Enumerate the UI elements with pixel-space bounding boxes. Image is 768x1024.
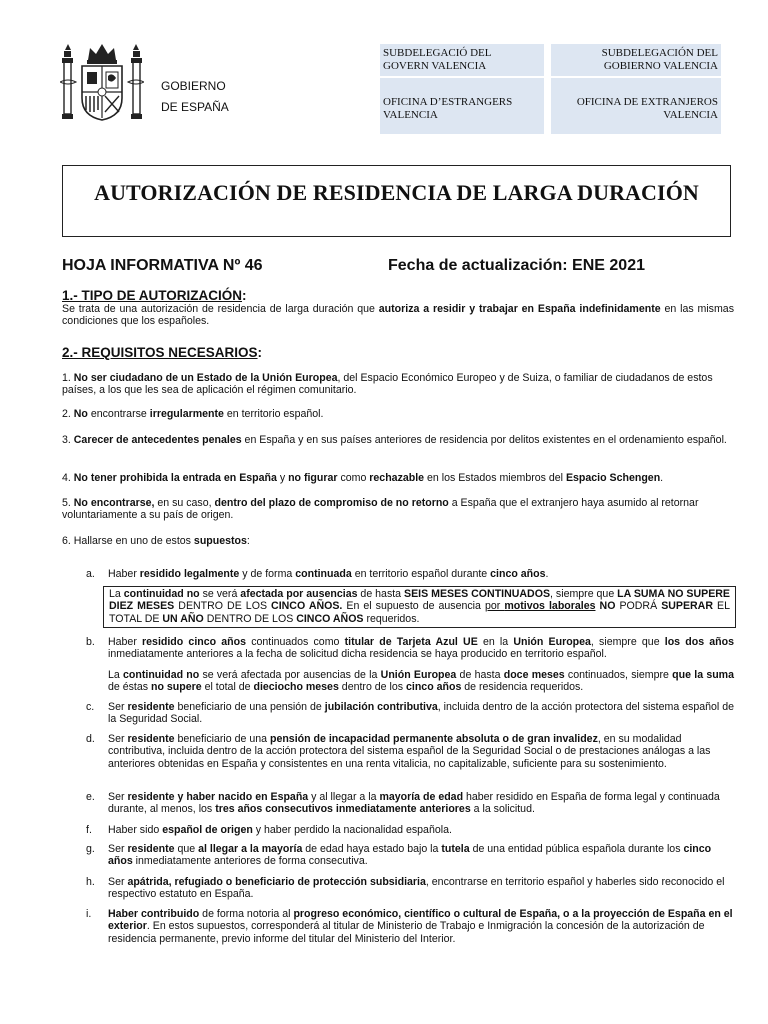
header-box-subdelegacion: [551, 44, 721, 76]
req-4: 4. No tener prohibida la entrada en España y no figurar como rechazable en los Estados miembros del Espacio Schengen.: [62, 472, 664, 484]
item-b-label: b.: [86, 636, 95, 648]
item-a-label: a.: [86, 568, 95, 580]
section-1-text: Se trata de una autorización de residencia de larga duración que autoriza a residir y trabajar en España indefinidamente en las mismas condiciones que los españoles.: [62, 303, 734, 328]
item-g-label: g.: [86, 843, 95, 855]
section-1-title: 1.- TIPO DE AUTORIZACIÓN: [62, 288, 243, 303]
req-2: 2. No encontrarse irregularmente en territorio español.: [62, 408, 324, 420]
gov-name-line1: GOBIERNO: [161, 79, 226, 93]
req-5: 5. No encontrarse, en su caso, dentro del plazo de compromiso de no retorno a España que el extranjero haya asumido al retornar voluntariamente a su país de origen.: [62, 497, 699, 522]
item-d-label: d.: [86, 733, 95, 745]
section-2-colon: :: [257, 345, 263, 360]
req-1: 1. No ser ciudadano de un Estado de la Unión Europea, del Espacio Económico Europeo y de Suiza, o familiar de ciudadanos de estos países, a los que les sea de aplicación el régimen comunitario.: [62, 372, 713, 397]
req-3: 3. Carecer de antecedentes penales en España y en sus países anteriores de residencia por delitos existentes en el ordenamiento español.: [62, 434, 727, 446]
sheet-number: HOJA INFORMATIVA Nº 46: [62, 257, 263, 274]
item-e-label: e.: [86, 791, 95, 803]
section-1-colon: :: [242, 288, 247, 303]
item-b-text: Haber residido cinco años continuados como titular de Tarjeta Azul UE en la Unión Europea, siempre que los dos años inmediatamente anteriores a la fecha de solicitud dicha residencia se haya producido en territorio español.: [108, 636, 734, 661]
item-f-text: Haber sido español de origen y haber perdido la nacionalidad española.: [108, 824, 452, 836]
section-2-title: 2.- REQUISITOS NECESARIOS: [62, 345, 258, 360]
update-date: Fecha de actualización: ENE 2021: [388, 257, 645, 274]
title-box: [62, 165, 731, 237]
header-box-oficina-estrangers: [380, 78, 544, 134]
gov-name-line2: DE ESPAÑA: [161, 100, 229, 114]
box3-line2: VALENCIA: [383, 109, 438, 121]
box2-line1: SUBDELEGACIÓN DEL: [601, 47, 718, 59]
item-b-note: La continuidad no se verá afectada por ausencias de la Unión Europea de hasta doce meses continuados, siempre que la suma de éstas no supere el total de dieciocho meses dentro de los cinco años de residencia requeridos.: [108, 669, 734, 694]
req-6: 6. Hallarse en uno de estos supuestos:: [62, 535, 250, 547]
item-i-label: i.: [86, 908, 92, 920]
page-title: AUTORIZACIÓN DE RESIDENCIA DE LARGA DURACIÓN: [94, 180, 699, 205]
header-box-subdelegacio: [380, 44, 544, 76]
box1-line2: GOVERN VALENCIA: [383, 60, 487, 72]
box2-line2: GOBIERNO VALENCIA: [603, 60, 718, 72]
item-h-text: Ser apátrida, refugiado o beneficiario de protección subsidiaria, encontrarse en territorio español y haberles sido reconocido el respectivo estatuto en España.: [108, 876, 725, 901]
coat-of-arms-icon: [60, 42, 144, 124]
box3-line1: OFICINA D’ESTRANGERS: [383, 96, 513, 108]
item-c-label: c.: [86, 701, 95, 713]
section-2-heading: [62, 344, 262, 362]
item-a-text: Haber residido legalmente y de forma continuada en territorio español durante cinco años.: [108, 568, 549, 580]
item-d-text: Ser residente beneficiario de una pensión de incapacidad permanente absoluta o de gran invalidez, en su modalidad contributiva, incluida dentro de la acción protectora del sistema español de la Seguridad Social o de prestaciones análogas a las anteriores obtenidas en España y consistentes en una renta vitalicia, no capitalizable, suficiente para su sostenimiento.: [108, 733, 711, 770]
item-f-label: f.: [86, 824, 92, 836]
item-g-text: Ser residente que al llegar a la mayoría de edad haya estado bajo la tutela de una entidad pública española durante los cinco años inmediatamente anteriores de forma consecutiva.: [108, 843, 712, 868]
item-c-text: Ser residente beneficiario de una pensión de jubilación contributiva, incluida dentro de la acción protectora del sistema español de la Seguridad Social.: [108, 701, 734, 726]
item-h-label: h.: [86, 876, 95, 888]
item-i-text: Haber contribuido de forma notoria al progreso económico, científico o cultural de España, o a la proyección de España en el exterior. En estos supuestos, corresponderá al titular de Ministerio de Trabajo e Inmigración la concesión de la autorización de residencia permanente, previo informe del titular del Ministerio del Interior.: [108, 908, 733, 945]
header-box-oficina-extranjeros: [551, 78, 721, 134]
item-a-box: La continuidad no se verá afectada por ausencias de hasta SEIS MESES CONTINUADOS, siempre que LA SUMA NO SUPERE DIEZ MESES DENTRO DE LOS CINCO AÑOS. En el supuesto de ausencia por motivos laborales NO PODRÁ SUPERAR EL TOTAL DE UN AÑO DENTRO DE LOS CINCO AÑOS requeridos.: [103, 586, 736, 628]
box4-line2: VALENCIA: [663, 109, 718, 121]
box1-line1: SUBDELEGACIÓ DEL: [383, 47, 492, 59]
item-e-text: Ser residente y haber nacido en España y al llegar a la mayoría de edad haber residido en España de forma legal y continuada durante, al menos, los tres años consecutivos inmediatamente anteriores a la solicitud.: [108, 791, 720, 816]
box4-line1: OFICINA DE EXTRANJEROS: [576, 96, 718, 108]
